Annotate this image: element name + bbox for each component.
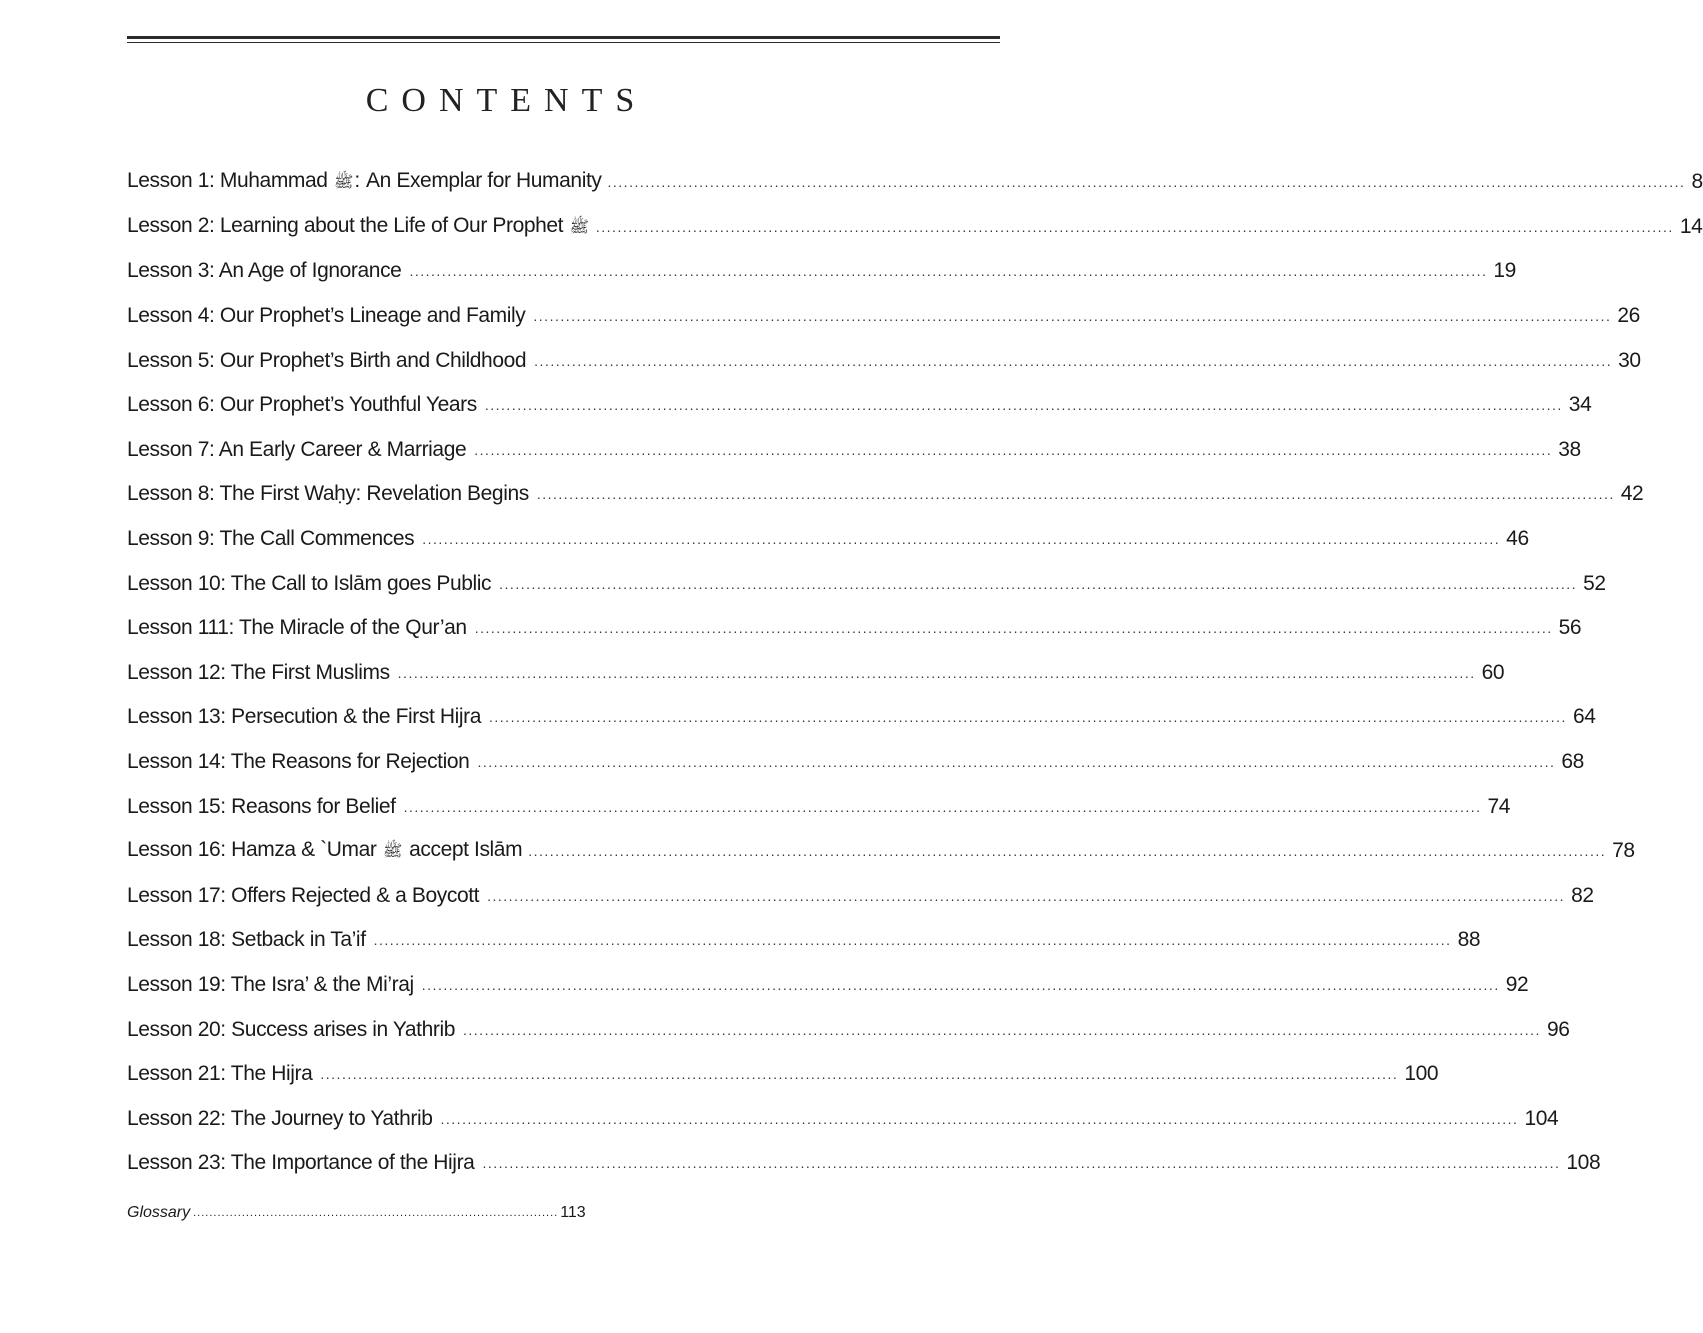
- toc-entry-label: [127, 438, 474, 462]
- toc-entry-label: [127, 705, 489, 729]
- toc-entry-label: [127, 169, 608, 195]
- dot-leader: ........................................................................................................................................................................................................: [489, 709, 1567, 726]
- toc-page-number: 100: [1404, 1062, 1439, 1086]
- dot-leader: ........................................................................................................................................................................................................: [403, 798, 1482, 815]
- toc-entry-label: [127, 973, 422, 997]
- toc-entry[interactable]: [127, 829, 1635, 874]
- toc-page-number: 8: [1691, 170, 1703, 194]
- toc-entry-label: [127, 661, 398, 685]
- toc-entry[interactable]: [127, 1096, 1559, 1141]
- toc-page-number: 14: [1679, 214, 1703, 238]
- toc-entry-title: Lesson 18: Setback in Ta’if: [127, 928, 366, 952]
- honorific-symbol-icon: ﷺ: [382, 843, 403, 861]
- toc-entry[interactable]: [127, 294, 1640, 339]
- toc-entry[interactable]: [127, 1141, 1601, 1186]
- toc-page-number: 19: [1493, 259, 1516, 283]
- toc-page-number: 60: [1481, 660, 1505, 684]
- dot-leader: ........................................................................................................................................................................................................: [474, 620, 1553, 637]
- dot-leader: ........................................................................................................................................................................................................: [421, 976, 1500, 993]
- toc-entry-label: [127, 616, 475, 640]
- toc-page-number: 64: [1572, 705, 1596, 729]
- toc-entry-title: Lesson 12: The First Muslims: [127, 660, 390, 684]
- toc-page-number: 113: [560, 1204, 586, 1221]
- toc-entry-label: [127, 349, 534, 373]
- toc-entry-title: Lesson 23: The Importance of the Hijra: [127, 1151, 475, 1175]
- toc-entry-title: Lesson 22: The Journey to Yathrib: [127, 1106, 433, 1130]
- toc-entry-label: [127, 795, 404, 819]
- page-title: CONTENTS: [365, 82, 648, 119]
- toc-page-number: 56: [1558, 616, 1582, 640]
- toc-entry[interactable]: [127, 740, 1584, 785]
- toc-entry-title: Lesson 1: Muhammad: [127, 169, 334, 193]
- toc-entry-title: Lesson 8: The First Waḥy: Revelation Begins: [127, 482, 529, 506]
- toc-entry-label: [127, 1107, 441, 1131]
- toc-entry[interactable]: [127, 160, 1703, 205]
- toc-page-number: 92: [1505, 972, 1529, 996]
- toc-entry-label: [127, 572, 499, 596]
- dot-leader: ........................................................................................................................................................................................................: [533, 308, 1612, 325]
- toc-entry-label: [127, 527, 422, 551]
- toc-page-number: 52: [1583, 571, 1606, 595]
- header-rule-thick: [127, 36, 1000, 39]
- toc-entry[interactable]: [127, 695, 1596, 740]
- toc-entry-title: Lesson 111: The Miracle of the Qur’an: [127, 616, 467, 640]
- dot-leader: ........................................................................................................................................................................................................: [474, 441, 1553, 458]
- toc-entry-title: Lesson 2: Learning about the Life of Our Prophet: [127, 213, 569, 237]
- toc-entry[interactable]: [127, 561, 1606, 606]
- toc-entry-title: Lesson 17: Offers Rejected & a Boycott: [127, 883, 480, 907]
- toc-page-number: 68: [1561, 750, 1584, 774]
- toc-entry[interactable]: [127, 428, 1581, 473]
- toc-page-number: 38: [1558, 437, 1581, 461]
- toc-page-number: 96: [1546, 1017, 1570, 1041]
- dot-leader: ........................................................................................................................................................................................................: [528, 843, 1607, 860]
- dot-leader: ........................................................................................................................................................................................................: [373, 932, 1452, 949]
- toc-entry-title: Lesson 4: Our Prophet’s Lineage and Family: [127, 304, 526, 328]
- dot-leader: ........................................................................................................................................................................................................: [499, 575, 1578, 592]
- toc-entry[interactable]: [127, 651, 1505, 696]
- dot-leader: ........................................................................................................................................................................................................: [536, 486, 1615, 503]
- toc-entry[interactable]: [127, 338, 1641, 383]
- toc-entry-label: [127, 393, 485, 417]
- dot-leader: ........................................................................................................................................................................................................: [397, 664, 1476, 681]
- toc-page-number: 42: [1620, 482, 1644, 506]
- toc-entry-label: [127, 838, 528, 864]
- toc-entry-label: [127, 259, 409, 283]
- toc-entry-title: Lesson 5: Our Prophet’s Birth and Childhood: [127, 348, 527, 372]
- dot-leader: ........................................................................................................................................................................................................: [595, 218, 1674, 235]
- toc-entry-label: [127, 884, 487, 908]
- toc-entry-label: [127, 928, 374, 952]
- dot-leader: ........................................................................................................................................................................................................: [534, 352, 1613, 369]
- toc-entry-title-suffix: accept Islām: [403, 838, 523, 862]
- toc-entry-label: [127, 214, 596, 240]
- toc-entry-title: Lesson 3: An Age of Ignorance: [127, 259, 402, 283]
- dot-leader: ........................................................................................................................................................................................................: [440, 1110, 1519, 1127]
- toc-page-number: 26: [1617, 304, 1640, 328]
- toc-entry-label: [127, 482, 537, 506]
- toc-entry[interactable]: [127, 606, 1582, 651]
- dot-leader: ........................................................................................................................................................................................................: [409, 263, 1488, 280]
- header-rule-thin: [127, 42, 1000, 43]
- toc-entry-label: [127, 304, 533, 328]
- toc-page-number: 88: [1457, 928, 1481, 952]
- toc-page-number: 82: [1571, 883, 1594, 907]
- dot-leader: ........................................................................................................................................................................................................: [477, 754, 1556, 771]
- toc-entry-label: [127, 1018, 463, 1042]
- toc-entry-title: Lesson 10: The Call to Islām goes Public: [127, 571, 492, 595]
- toc-entry-title: Lesson 19: The Isra’ & the Mi’raj: [127, 972, 414, 996]
- honorific-symbol-icon: ﷺ: [569, 218, 589, 236]
- toc-page-number: 74: [1487, 794, 1511, 818]
- toc-entry-label: [127, 1062, 320, 1086]
- toc-page-number: 34: [1568, 393, 1592, 417]
- toc-entry[interactable]: [127, 517, 1529, 562]
- toc-entry[interactable]: [127, 784, 1511, 829]
- toc-entry[interactable]: [127, 1052, 1439, 1097]
- toc-entry[interactable]: [127, 472, 1644, 517]
- table-of-contents: [127, 160, 1703, 1186]
- dot-leader: ........................................................................................................................................................................................................: [422, 531, 1501, 548]
- toc-page-number: 78: [1612, 839, 1635, 863]
- toc-entry-title: Lesson 13: Persecution & the First Hijra: [127, 705, 482, 729]
- toc-entry-label: [127, 1151, 482, 1175]
- toc-entry-title: Lesson 7: An Early Career & Marriage: [127, 437, 467, 461]
- dot-leader: ........................................................................................................................................................................................................: [320, 1066, 1399, 1083]
- dot-leader: ........................................................................................................................................................................................................: [487, 887, 1566, 904]
- toc-page-number: 30: [1618, 348, 1641, 372]
- toc-page-number: 104: [1524, 1106, 1559, 1130]
- toc-entry-title: Lesson 16: Hamza & `Umar: [127, 838, 382, 862]
- toc-page-number: 46: [1506, 527, 1529, 551]
- toc-entry-title: Lesson 15: Reasons for Belief: [127, 794, 396, 818]
- dot-leader: ........................................................................................................................................................................................................: [607, 174, 1686, 191]
- toc-entry-label: Glossary: [127, 1204, 191, 1221]
- toc-page-number: 108: [1566, 1151, 1601, 1175]
- toc-entry[interactable]: [127, 1007, 1570, 1052]
- toc-entry[interactable]: [127, 963, 1529, 1008]
- toc-entry-title: Lesson 20: Success arises in Yathrib: [127, 1017, 456, 1041]
- toc-entry-title: Lesson 9: The Call Commences: [127, 527, 415, 551]
- toc-entry-title: Lesson 21: The Hijra: [127, 1062, 313, 1086]
- toc-entry-title-suffix: : An Exemplar for Humanity: [354, 169, 602, 193]
- honorific-symbol-icon: ﷺ: [334, 174, 354, 192]
- toc-entry-label: [127, 750, 477, 774]
- toc-entry[interactable]: [127, 918, 1481, 963]
- toc-entry[interactable]: [127, 383, 1592, 428]
- toc-entry[interactable]: [127, 249, 1516, 294]
- toc-entry-title: Lesson 6: Our Prophet’s Youthful Years: [127, 393, 477, 417]
- toc-entry-glossary[interactable]: [127, 1204, 586, 1222]
- toc-entry[interactable]: [127, 205, 1703, 250]
- dot-leader: ..........................................................................................: [193, 1207, 559, 1219]
- dot-leader: ........................................................................................................................................................................................................: [484, 397, 1563, 414]
- dot-leader: ........................................................................................................................................................................................................: [463, 1021, 1541, 1038]
- dot-leader: ........................................................................................................................................................................................................: [482, 1155, 1561, 1172]
- toc-entry-title: Lesson 14: The Reasons for Rejection: [127, 750, 470, 774]
- toc-entry[interactable]: [127, 874, 1594, 919]
